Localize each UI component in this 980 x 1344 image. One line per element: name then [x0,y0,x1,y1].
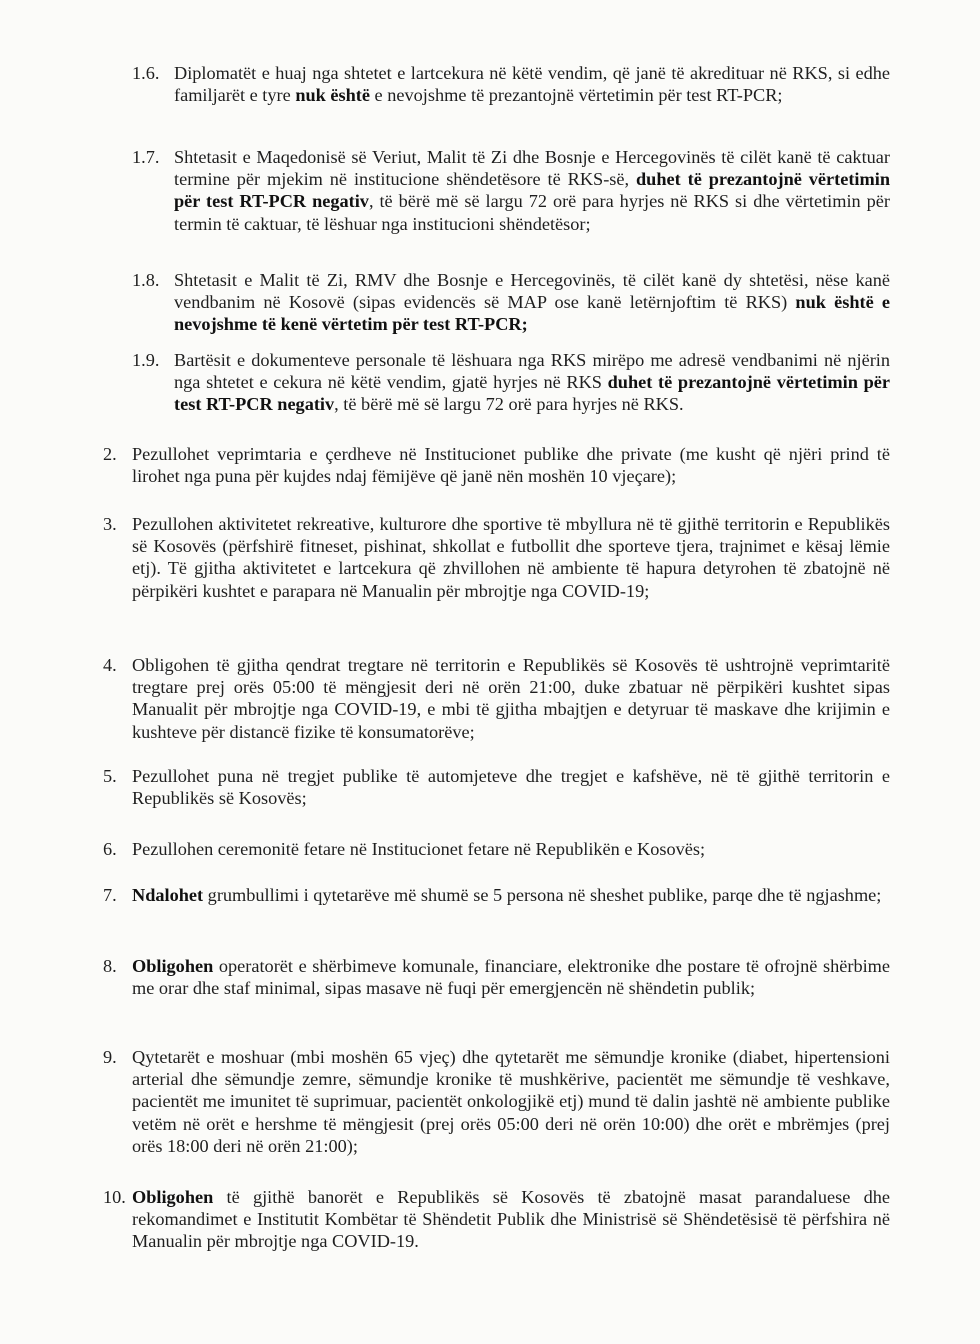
list-item-2 [103,443,890,487]
item-number: 8. [103,956,117,976]
list-item-5 [103,765,890,809]
item-number: 6. [103,839,117,859]
item-text: Pezullohet puna në tregjet publike të automjeteve dhe tregjet e kafshëve, në të gjithë territorin e Republikës së Kosovës; [132,766,890,809]
item-emphasis: Obligohen [132,1187,214,1207]
item-number: 5. [103,766,117,786]
item-emphasis: duhet të prezantojnë vërtetimin për test RT-PCR negativ [174,372,890,415]
item-number: 10. [103,1187,126,1207]
item-number: 1.8. [132,270,160,290]
item-number: 7. [103,885,117,905]
item-emphasis: Obligohen [132,956,214,976]
item-emphasis: duhet të prezantojnë vërtetimin për test RT-PCR negativ [174,169,890,212]
item-number: 4. [103,655,117,675]
list-item-1-8 [132,269,890,336]
item-text: Bartësit e dokumenteve personale të lëshuara nga RKS mirëpo me adresë vendbanimi në njërin nga shtetet e cekura në këtë vendim, gjatë hyrjes në RKS [174,350,890,393]
item-text: Diplomatët e huaj nga shtetet e lartcekura në këtë vendim, që janë të akredituar në RKS, si edhe familjarët e tyre [174,63,890,106]
item-text: Qytetarët e moshuar (mbi moshën 65 vjeç) dhe qytetarët me sëmundje kronike (diabet, hipertensioni arterial dhe sëmundje zemre, sëmundje kronike të mushkërive, pacientët me sëmundje të veshkave, pacientët me imunitet të suprimuar, pacientët onkologjikë etj) mund të dalin jashtë në ambiente publike vetëm në orët e hershme të mëngjesit (prej orës 05:00 deri në orën 10:00) dhe orët e mbrëmjes (prej orës 18:00 deri në orën 21:00); [132,1047,890,1156]
item-number: 9. [103,1047,117,1067]
item-text: grumbullimi i qytetarëve më shumë se 5 persona në sheshet publike, parqe dhe të ngjashme; [203,885,882,905]
item-number: 2. [103,444,117,464]
item-text: Pezullohen aktivitetet rekreative, kulturore dhe sportive të mbyllura në të gjithë territorin e Republikës së Kosovës (përfshirë fitneset, pishinat, shkollat e futbollit dhe sporteve tjera, trajnimet e kësaj lëmie etj). Të gjitha aktivitetet e lartcekura që zhvillohen në ambiente të hapura detyrohen të zbatojnë në përpikëri kushtet e parapara në Manualin për mbrojtje nga COVID-19; [132,514,890,601]
list-item-1-9 [132,349,890,416]
item-text: Pezullohet veprimtaria e çerdheve në Institucionet publike dhe private (me kusht që njëri prind të lirohet nga puna për kujdes ndaj fëmijëve që janë nën moshën 10 vjeçare); [132,444,890,487]
list-item-7 [103,884,890,906]
list-item-9 [103,1046,890,1157]
item-text: Pezullohen ceremonitë fetare në Institucionet fetare në Republikën e Kosovës; [132,839,706,859]
item-text: , të bërë më së largu 72 orë para hyrjes në RKS. [334,394,684,415]
item-text: Shtetasit e Maqedonisë së Veriut, Malit të Zi dhe Bosnje e Hercegovinës të cilët kanë të caktuar termine për mjekim në institucione shëndetësore të RKS-së, [174,147,890,190]
list-item-4 [103,654,890,743]
item-emphasis: Ndalohet [132,885,204,905]
item-text: , të bërë më së largu 72 orë para hyrjes në RKS si dhe vërtetimin për termin të caktuar, të lëshuar nga institucioni shëndetësor; [174,191,890,234]
item-text: Obligohen të gjitha qendrat tregtare në territorin e Republikës së Kosovës të ushtrojnë veprimtaritë tregtare prej orës 05:00 të mëngjesit deri në orën 21:00, duke zbatuar në përpikëri kushtet sipas Manualit për mbrojtje nga COVID-19, e mbi të gjitha mbajtjen e detyruar të maskave dhe krijimin e kushteve për distancë fizike të konsumatorëve; [132,655,890,742]
list-item-1-6 [132,62,890,106]
item-text: e nevojshme të prezantojnë vërtetimin për test RT-PCR; [369,85,783,106]
item-number: 3. [103,514,117,534]
item-number: 1.6. [132,63,160,83]
list-item-1-7 [132,146,890,235]
item-emphasis: nuk është [295,85,370,106]
list-item-10 [103,1186,890,1253]
item-emphasis: nuk është e nevojshme të kenë vërtetim për test RT-PCR; [174,292,890,335]
item-number: 1.7. [132,147,160,167]
item-text: Shtetasit e Malit të Zi, RMV dhe Bosnje e Hercegovinës, të cilët kanë dy shtetësi, nëse kanë vendbanim në Kosovë (sipas evidencës së MAP ose kanë letërnjoftim të RKS) [174,270,890,313]
list-item-8 [103,955,890,999]
item-text: operatorët e shërbimeve komunale, financiare, elektronike dhe postare të ofrojnë shërbime me orar dhe staf minimal, sipas masave në fuqi për emergjencën në shëndetin publik; [132,956,890,999]
item-number: 1.9. [132,350,160,370]
list-item-6 [103,838,890,860]
list-item-3 [103,513,890,602]
item-text: të gjithë banorët e Republikës së Kosovës të zbatojnë masat parandaluese dhe rekomandimet e Institutit Kombëtar të Shëndetit Publik dhe Ministrisë së Shëndetësisë të përfshira në Manualin për mbrojtje nga COVID-19. [132,1187,890,1252]
